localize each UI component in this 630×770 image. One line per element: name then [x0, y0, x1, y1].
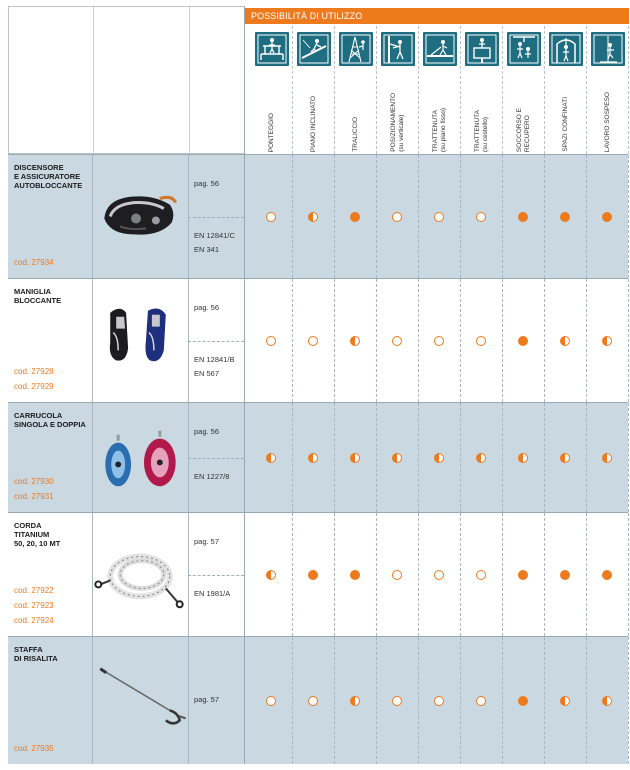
- inclined-roof-icon: [297, 32, 331, 66]
- norm-standards: [194, 229, 235, 257]
- usage-dot-half: [560, 453, 570, 463]
- usage-dot-empty: [308, 336, 318, 346]
- usage-cell: [586, 155, 628, 278]
- restraint-basket-icon: [465, 32, 499, 66]
- usage-dot-half: [266, 453, 276, 463]
- product-name: MANIGLIA BLOCCANTE: [14, 287, 62, 305]
- usage-dot-half: [560, 696, 570, 706]
- usage-cell: [376, 155, 418, 278]
- product-name: DISCENSORE E ASSICURATORE AUTOBLOCCANTE: [14, 163, 83, 190]
- product-codes: [14, 474, 54, 504]
- scaffold-icon: [255, 32, 289, 66]
- usage-dot-half: [518, 453, 528, 463]
- usage-table: [8, 6, 628, 764]
- restraint-flat-icon: [423, 32, 457, 66]
- usage-dot-half: [350, 336, 360, 346]
- usage-column-label: TRALICCIO: [352, 117, 359, 152]
- usage-cell: [376, 513, 418, 636]
- usage-cell: [418, 637, 460, 764]
- usage-dot-half: [602, 453, 612, 463]
- product-code: cod. 27922: [14, 586, 54, 595]
- usage-cell: [586, 513, 628, 636]
- product-code: cod. 27924: [14, 616, 54, 625]
- table-row: [8, 154, 628, 278]
- usage-cell: [502, 155, 544, 278]
- usage-column-label: POSIZIONAMENTO (su verticale): [390, 93, 405, 152]
- product-code: cod. 27931: [14, 492, 54, 501]
- usage-dot-empty: [434, 696, 444, 706]
- usage-dot-full: [518, 336, 528, 346]
- usage-dot-half: [308, 453, 318, 463]
- usage-dot-empty: [266, 212, 276, 222]
- usage-dot-empty: [476, 212, 486, 222]
- product-info: [8, 279, 244, 402]
- usage-cell: [502, 513, 544, 636]
- usage-dot-half: [434, 453, 444, 463]
- usage-dot-half: [308, 212, 318, 222]
- usage-dot-half: [350, 453, 360, 463]
- foot-loop-image: [92, 637, 188, 764]
- usage-dot-full: [350, 570, 360, 580]
- usage-cell: [376, 637, 418, 764]
- descender-device-image: [92, 155, 188, 278]
- usage-dot-empty: [434, 212, 444, 222]
- product-codes: [14, 255, 54, 270]
- usage-cell: [334, 513, 376, 636]
- usage-column-label: PONTEGGIO: [268, 112, 275, 152]
- usage-cell: [376, 403, 418, 512]
- catalog-page-ref: pag. 56: [194, 179, 220, 188]
- product-codes: [14, 583, 54, 628]
- usage-column-header: [587, 26, 629, 154]
- catalog-page-ref: pag. 57: [194, 695, 220, 704]
- usage-cell: [418, 155, 460, 278]
- product-info: [8, 403, 244, 512]
- usage-cell: [334, 637, 376, 764]
- catalog-page-ref: pag. 56: [194, 303, 220, 312]
- usage-column-header: [293, 26, 335, 154]
- usage-column-label: SOCCORSO E RECUPERO: [516, 107, 531, 152]
- usage-dot-half: [560, 336, 570, 346]
- usage-dot-half: [392, 453, 402, 463]
- usage-dot-full: [518, 212, 528, 222]
- product-name: CARRUCOLA SINGOLA E DOPPIA: [14, 411, 86, 429]
- usage-dot-half: [602, 336, 612, 346]
- pulleys-image: [92, 403, 188, 512]
- rescue-icon: [507, 32, 541, 66]
- product-code: cod. 27928: [14, 367, 54, 376]
- usage-dot-full: [602, 212, 612, 222]
- usage-dot-full: [308, 570, 318, 580]
- usage-cell: [460, 637, 502, 764]
- usage-dot-empty: [266, 336, 276, 346]
- usage-cell: [544, 403, 586, 512]
- confined-space-icon: [549, 32, 583, 66]
- usage-column-label: TRATTENUTA (su cestello): [474, 109, 489, 152]
- usage-cell: [586, 403, 628, 512]
- usage-cell: [250, 403, 292, 512]
- usage-cells: [244, 279, 628, 402]
- usage-column-header: [335, 26, 377, 154]
- usage-cells: [244, 155, 628, 278]
- usage-dot-empty: [266, 696, 276, 706]
- usage-column-label: LAVORO SOSPESO: [604, 91, 611, 152]
- usage-column-label: PIANO INCLINATO: [310, 95, 317, 152]
- product-code: cod. 27934: [14, 258, 54, 267]
- pylon-icon: [339, 32, 373, 66]
- usage-header: [244, 6, 628, 154]
- usage-cell: [334, 155, 376, 278]
- norm-standard: EN 12841/B: [194, 355, 235, 364]
- usage-column-header: [251, 26, 293, 154]
- suspended-work-icon: [591, 32, 625, 66]
- norm-standards: [194, 587, 230, 601]
- usage-cell: [418, 279, 460, 402]
- usage-cell: [586, 279, 628, 402]
- usage-cell: [334, 279, 376, 402]
- usage-dot-full: [602, 570, 612, 580]
- usage-cells: [244, 637, 628, 764]
- usage-dot-empty: [476, 570, 486, 580]
- table-row: [8, 636, 628, 764]
- usage-dot-empty: [434, 570, 444, 580]
- usage-dot-empty: [308, 696, 318, 706]
- rope-clamp-handles-image: [92, 279, 188, 402]
- usage-dot-empty: [392, 336, 402, 346]
- work-positioning-icon: [381, 32, 415, 66]
- header-blank-area: [8, 6, 244, 154]
- usage-section-title: POSSIBILITÀ DI UTILIZZO: [245, 8, 629, 24]
- product-code: cod. 27935: [14, 744, 54, 753]
- usage-cell: [334, 403, 376, 512]
- product-info: [8, 513, 244, 636]
- usage-dot-full: [518, 570, 528, 580]
- product-code: cod. 27923: [14, 601, 54, 610]
- product-info: [8, 155, 244, 278]
- product-codes: [14, 364, 54, 394]
- usage-cell: [460, 155, 502, 278]
- table-row: [8, 278, 628, 402]
- usage-dot-full: [350, 212, 360, 222]
- norm-standards: [194, 353, 234, 381]
- usage-dot-half: [476, 453, 486, 463]
- norm-standard: EN 12841/C: [194, 231, 235, 240]
- usage-column-label: SPAZI CONFINATI: [562, 97, 569, 152]
- usage-column-header: [503, 26, 545, 154]
- usage-cell: [544, 637, 586, 764]
- usage-cell: [250, 513, 292, 636]
- usage-cell: [376, 279, 418, 402]
- usage-dot-full: [518, 696, 528, 706]
- usage-cell: [292, 513, 334, 636]
- usage-cell: [418, 403, 460, 512]
- product-name: CORDA TITANIUM 50, 20, 10 MT: [14, 521, 61, 548]
- usage-cell: [544, 513, 586, 636]
- usage-cell: [544, 155, 586, 278]
- usage-dot-empty: [392, 212, 402, 222]
- usage-cell: [544, 279, 586, 402]
- usage-dot-empty: [476, 336, 486, 346]
- usage-column-header: [545, 26, 587, 154]
- table-row: [8, 402, 628, 512]
- usage-dot-half: [602, 696, 612, 706]
- norm-standards: [194, 470, 229, 484]
- usage-dot-half: [266, 570, 276, 580]
- usage-cell: [292, 279, 334, 402]
- norm-standard: EN 341: [194, 245, 220, 254]
- usage-dot-empty: [392, 696, 402, 706]
- usage-cell: [460, 513, 502, 636]
- usage-cell: [502, 637, 544, 764]
- usage-dot-half: [350, 696, 360, 706]
- usage-dot-full: [560, 212, 570, 222]
- usage-cells: [244, 403, 628, 512]
- product-code: cod. 27929: [14, 382, 54, 391]
- norm-standard: EN 1227/8: [194, 472, 230, 481]
- usage-cell: [502, 403, 544, 512]
- product-codes: [14, 741, 54, 756]
- norm-standard: EN 1981/A: [194, 589, 231, 598]
- norm-standard: EN 567: [194, 369, 220, 378]
- usage-cells: [244, 513, 628, 636]
- usage-column-label: TRATTENUTA (su piano fisso): [432, 107, 447, 152]
- product-code: cod. 27930: [14, 477, 54, 486]
- catalog-page-ref: pag. 57: [194, 537, 220, 546]
- usage-cell: [460, 403, 502, 512]
- usage-dot-empty: [476, 696, 486, 706]
- rope-coil-image: [92, 513, 188, 636]
- table-row: [8, 512, 628, 636]
- usage-cell: [292, 155, 334, 278]
- usage-cell: [292, 403, 334, 512]
- usage-column-header: [419, 26, 461, 154]
- usage-cell: [418, 513, 460, 636]
- catalog-page-ref: pag. 56: [194, 427, 220, 436]
- usage-dot-full: [560, 570, 570, 580]
- usage-cell: [292, 637, 334, 764]
- usage-cell: [460, 279, 502, 402]
- product-name: STAFFA DI RISALITA: [14, 645, 58, 663]
- usage-cell: [250, 279, 292, 402]
- usage-cell: [586, 637, 628, 764]
- usage-column-header: [461, 26, 503, 154]
- usage-cell: [250, 155, 292, 278]
- usage-dot-empty: [434, 336, 444, 346]
- usage-dot-empty: [392, 570, 402, 580]
- usage-cell: [502, 279, 544, 402]
- usage-column-header: [377, 26, 419, 154]
- product-info: [8, 637, 244, 764]
- usage-cell: [250, 637, 292, 764]
